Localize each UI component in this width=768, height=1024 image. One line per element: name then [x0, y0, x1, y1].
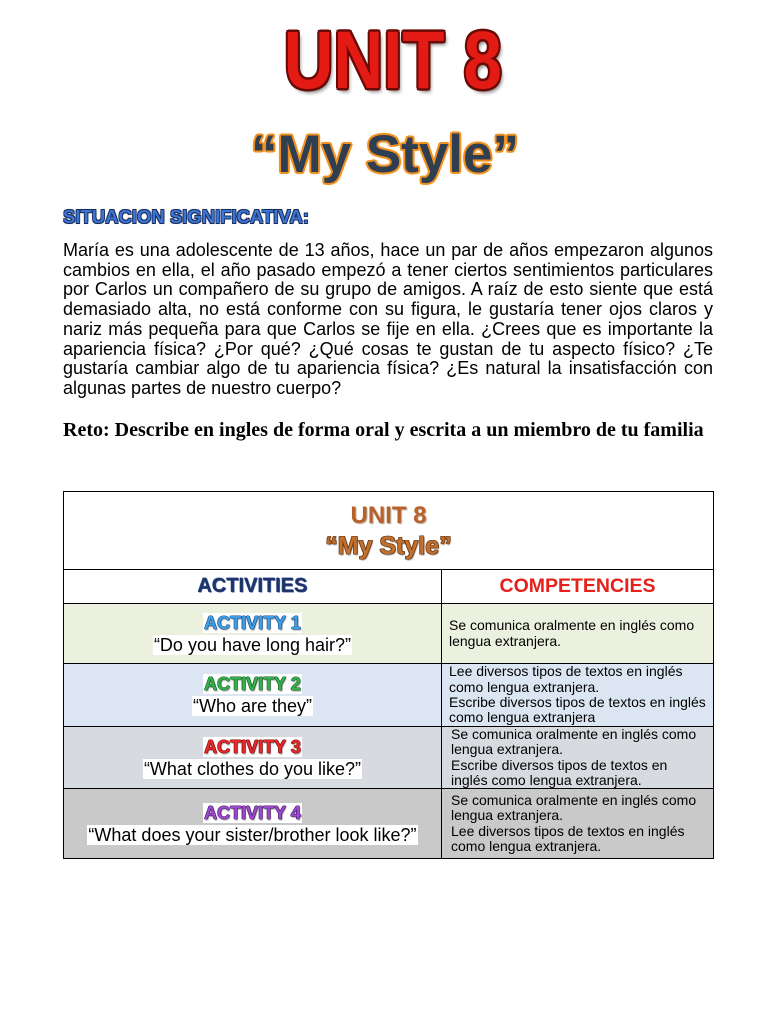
competency-line: Se comunica oralmente en inglés como: [449, 617, 695, 634]
competency-cell: [441, 727, 713, 788]
table-header-row: [64, 492, 713, 569]
activity-label: ACTIVITY 1: [204, 612, 301, 633]
activities-table: [63, 491, 714, 859]
activity-question: “Do you have long hair?”: [153, 634, 352, 655]
table-unit-title: UNIT 8: [350, 501, 427, 529]
competency-line: lengua extranjera.: [451, 807, 564, 824]
activity-cell: [64, 789, 441, 858]
competency-line: Escribe diversos tipos de textos en: [451, 756, 668, 773]
activity-question: “Who are they”: [192, 696, 313, 716]
table-column-header-row: [64, 569, 713, 603]
competency-line: como lengua extranjera.: [449, 678, 600, 695]
competency-line: como lengua extranjera: [449, 709, 596, 726]
competency-cell: [441, 789, 713, 858]
paragraph-line: algunas partes de nuestro cuerpo?: [63, 377, 342, 398]
table-row: [64, 663, 713, 726]
competency-line: como lengua extranjera.: [451, 837, 602, 854]
paragraph-line: gustaría cambiar algo de tu apariencia física? ¿Es natural la insatisfacción con: [63, 358, 713, 379]
activity-question: “What does your sister/brother look like?”: [88, 824, 417, 845]
table-header-cell: [64, 492, 713, 569]
competency-line: lengua extranjera.: [451, 741, 564, 758]
table-unit-subtitle: “My Style”: [325, 531, 452, 560]
paragraph-line: por Carlos un compañero de su grupo de amigos. A raíz de esto siente que está: [63, 279, 713, 300]
paragraph-line: apariencia física? ¿Por qué? ¿Qué cosas te gustan de tu aspecto físico? ¿Te: [63, 338, 713, 359]
table-row: [64, 788, 713, 858]
table-row: [64, 726, 713, 788]
competency-line: lengua extranjera.: [449, 632, 562, 649]
situation-paragraph: [63, 241, 713, 399]
challenge-text: Reto: Describe en ingles de forma oral y escrita a un miembro de tu familia: [63, 419, 704, 441]
unit-title: [0, 15, 768, 106]
activity-label: ACTIVITY 3: [204, 736, 301, 757]
table-row: [64, 603, 713, 663]
activity-label: ACTIVITY 4: [204, 802, 301, 823]
column-header-competencies: COMPETENCIES: [499, 575, 656, 597]
activity-question: “What clothes do you like?”: [143, 758, 362, 779]
competency-cell: [441, 604, 713, 663]
activity-label: ACTIVITY 2: [204, 674, 301, 694]
competency-line: Se comunica oralmente en inglés como: [451, 791, 697, 808]
paragraph-line: María es una adolescente de 13 años, hace un par de años empezaron algunos: [63, 240, 713, 260]
section-heading: SITUACION SIGNIFICATIVA:: [63, 206, 309, 227]
competency-line: Lee diversos tipos de textos en inglés: [451, 822, 685, 839]
column-header-cell: [441, 570, 713, 603]
competency-line: Lee diversos tipos de textos en inglés: [449, 663, 683, 680]
competency-cell: [441, 664, 713, 726]
column-header-cell: [64, 570, 441, 603]
column-header-activities: ACTIVITIES: [197, 575, 308, 597]
activity-cell: [64, 727, 441, 788]
paragraph-line: nariz más pequeña para que Carlos se fije en ella. ¿Crees que es importante la: [63, 318, 713, 339]
unit-subtitle: “My Style”: [250, 125, 520, 184]
competency-line: Se comunica oralmente en inglés como: [451, 725, 697, 742]
competency-line: inglés como lengua extranjera.: [451, 771, 642, 788]
unit-title-text: UNIT 8: [283, 15, 503, 106]
activity-cell: [64, 664, 441, 726]
paragraph-line: cambios en ella, el año pasado empezó a tener ciertos sentimientos particulares: [63, 259, 713, 280]
competency-line: Escribe diversos tipos de textos en inglés: [449, 694, 706, 710]
paragraph-line: demasiado alta, no está conforme con su figura, le gustaría tener ojos claros y: [63, 299, 713, 320]
activity-cell: [64, 604, 441, 663]
